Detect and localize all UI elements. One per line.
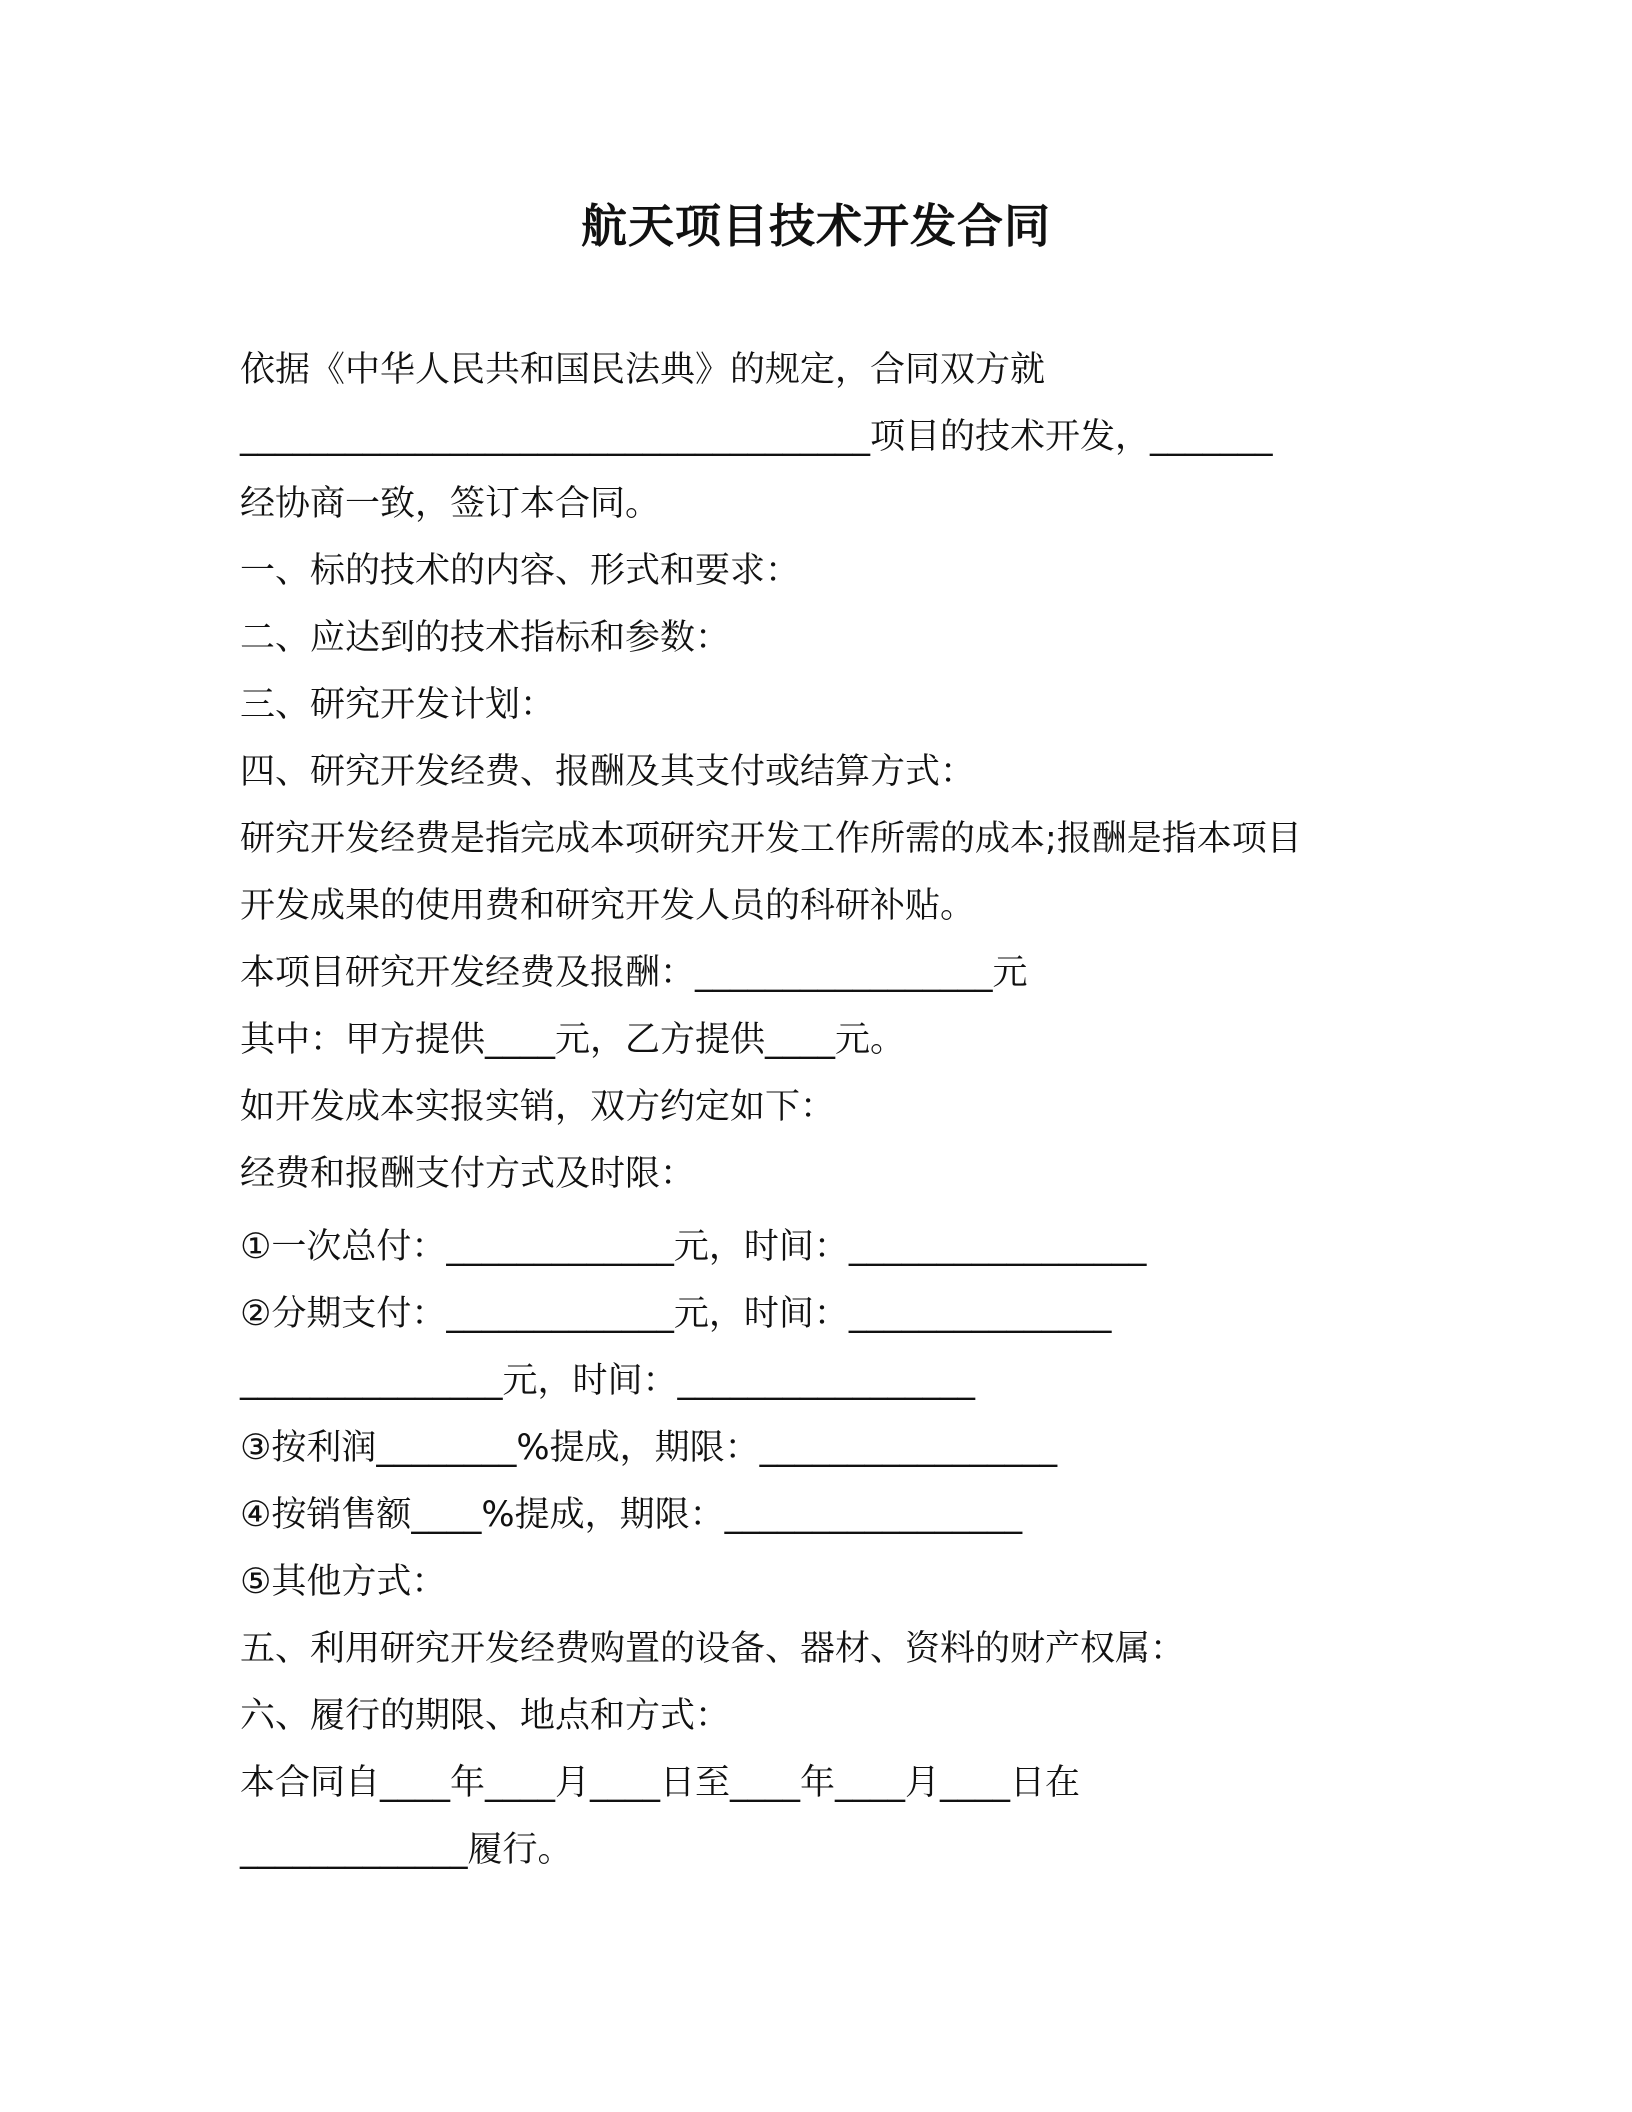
text-line: 如开发成本实报实销，双方约定如下： — [240, 1087, 836, 1127]
contract-body — [240, 337, 1400, 1884]
section-heading-3: 三、研究开发计划： — [240, 685, 556, 725]
text-line: 经协商一致，签订本合同。 — [240, 484, 661, 524]
payment-option-1: ①一次总付：_____________元，时间：_________________ — [240, 1227, 1147, 1267]
payment-option-4: ④按销售额____%提成，期限：_________________ — [240, 1495, 1023, 1535]
text-line: ____________________________________项目的技术开发，_______ — [240, 417, 1273, 457]
section-heading-4: 四、研究开发经费、报酬及其支付或结算方式： — [240, 752, 976, 792]
section-heading-1: 一、标的技术的内容、形式和要求： — [240, 551, 801, 591]
text-line: 本合同自____年____月____日至____年____月____日在 — [240, 1763, 1081, 1803]
text-line: _____________履行。 — [240, 1830, 573, 1870]
text-line: 研究开发经费是指完成本项研究开发工作所需的成本;报酬是指本项目 — [240, 819, 1302, 859]
payment-option-3: ③按利润________%提成，期限：_________________ — [240, 1428, 1058, 1468]
page-title: 航天项目技术开发合同 — [581, 199, 1051, 253]
payment-option-2: ②分期支付：_____________元，时间：_______________ — [240, 1294, 1112, 1334]
text-line: 其中：甲方提供____元，乙方提供____元。 — [240, 1020, 906, 1060]
text-line: 开发成果的使用费和研究开发人员的科研补贴。 — [240, 886, 976, 926]
payment-option-5: ⑤其他方式： — [240, 1562, 447, 1602]
text-line: 依据《中华人民共和国民法典》的规定，合同双方就 — [240, 350, 1046, 390]
text-line: _______________元，时间：_________________ — [240, 1361, 976, 1401]
text-line: 经费和报酬支付方式及时限： — [240, 1154, 696, 1194]
text-line: 本项目研究开发经费及报酬：_________________元 — [240, 953, 1028, 993]
section-heading-6: 六、履行的期限、地点和方式： — [240, 1696, 731, 1736]
section-heading-5: 五、利用研究开发经费购置的设备、器材、资料的财产权属： — [240, 1629, 1186, 1669]
section-heading-2: 二、应达到的技术指标和参数： — [240, 618, 731, 658]
